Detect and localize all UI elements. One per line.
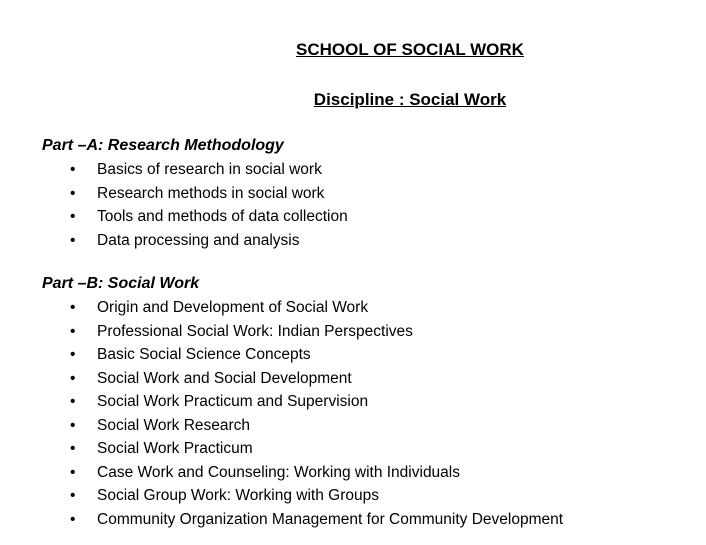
list-item — [42, 437, 563, 461]
list-item-text: Research methods in social work — [97, 184, 325, 202]
list-item-text: Community Organization Management for Community Development — [97, 510, 564, 528]
list-item-text: Social Work Practicum and Supervision — [97, 393, 369, 410]
part-b-heading: Part –B: Social Work — [42, 275, 200, 292]
bullet-icon: • — [70, 416, 76, 434]
bullet-icon: • — [70, 299, 76, 316]
list-item-text: Case Work and Counseling: Working with Individuals — [97, 463, 460, 481]
list-item-text: Origin and Development of Social Work — [97, 299, 369, 316]
list-item — [42, 484, 563, 508]
list-item — [42, 508, 563, 532]
part-a-heading: Part –A: Research Methodology — [42, 137, 284, 154]
list-item-text: Social Work and Social Development — [97, 369, 352, 387]
discipline-subtitle: Discipline : Social Work — [313, 90, 507, 109]
list-item — [42, 367, 563, 391]
page-title: SCHOOL OF SOCIAL WORK — [296, 40, 524, 59]
bullet-icon: • — [70, 208, 76, 225]
bullet-icon: • — [70, 487, 76, 504]
list-item-text: Social Group Work: Working with Groups — [97, 487, 379, 504]
list-item-text: Social Work Practicum — [97, 440, 253, 457]
list-item — [42, 320, 563, 344]
list-item-text: Basics of research in social work — [97, 161, 322, 178]
list-item — [42, 229, 348, 253]
list-item — [42, 205, 348, 229]
bullet-icon: • — [70, 322, 76, 340]
list-item — [42, 343, 563, 367]
list-item-text: Professional Social Work: Indian Perspectives — [97, 322, 413, 340]
bullet-icon: • — [70, 440, 76, 457]
list-item-text: Tools and methods of data collection — [97, 208, 348, 225]
list-item — [42, 296, 563, 320]
bullet-icon: • — [70, 346, 76, 363]
list-item — [42, 182, 348, 206]
list-item-text: Basic Social Science Concepts — [97, 346, 311, 363]
bullet-icon: • — [70, 510, 76, 528]
list-item — [42, 158, 348, 182]
bullet-icon: • — [70, 369, 76, 387]
bullet-icon: • — [70, 161, 76, 178]
part-b-section — [42, 274, 563, 531]
list-item-text: Data processing and analysis — [97, 231, 300, 249]
list-item — [42, 390, 563, 414]
bullet-icon: • — [70, 184, 76, 202]
list-item — [42, 461, 563, 485]
part-a-section — [42, 136, 348, 252]
bullet-icon: • — [70, 231, 76, 249]
bullet-icon: • — [70, 463, 76, 481]
part-b-list — [42, 296, 563, 531]
list-item-text: Social Work Research — [97, 416, 251, 434]
part-a-list — [42, 158, 348, 252]
list-item — [42, 414, 563, 438]
bullet-icon: • — [70, 393, 76, 410]
